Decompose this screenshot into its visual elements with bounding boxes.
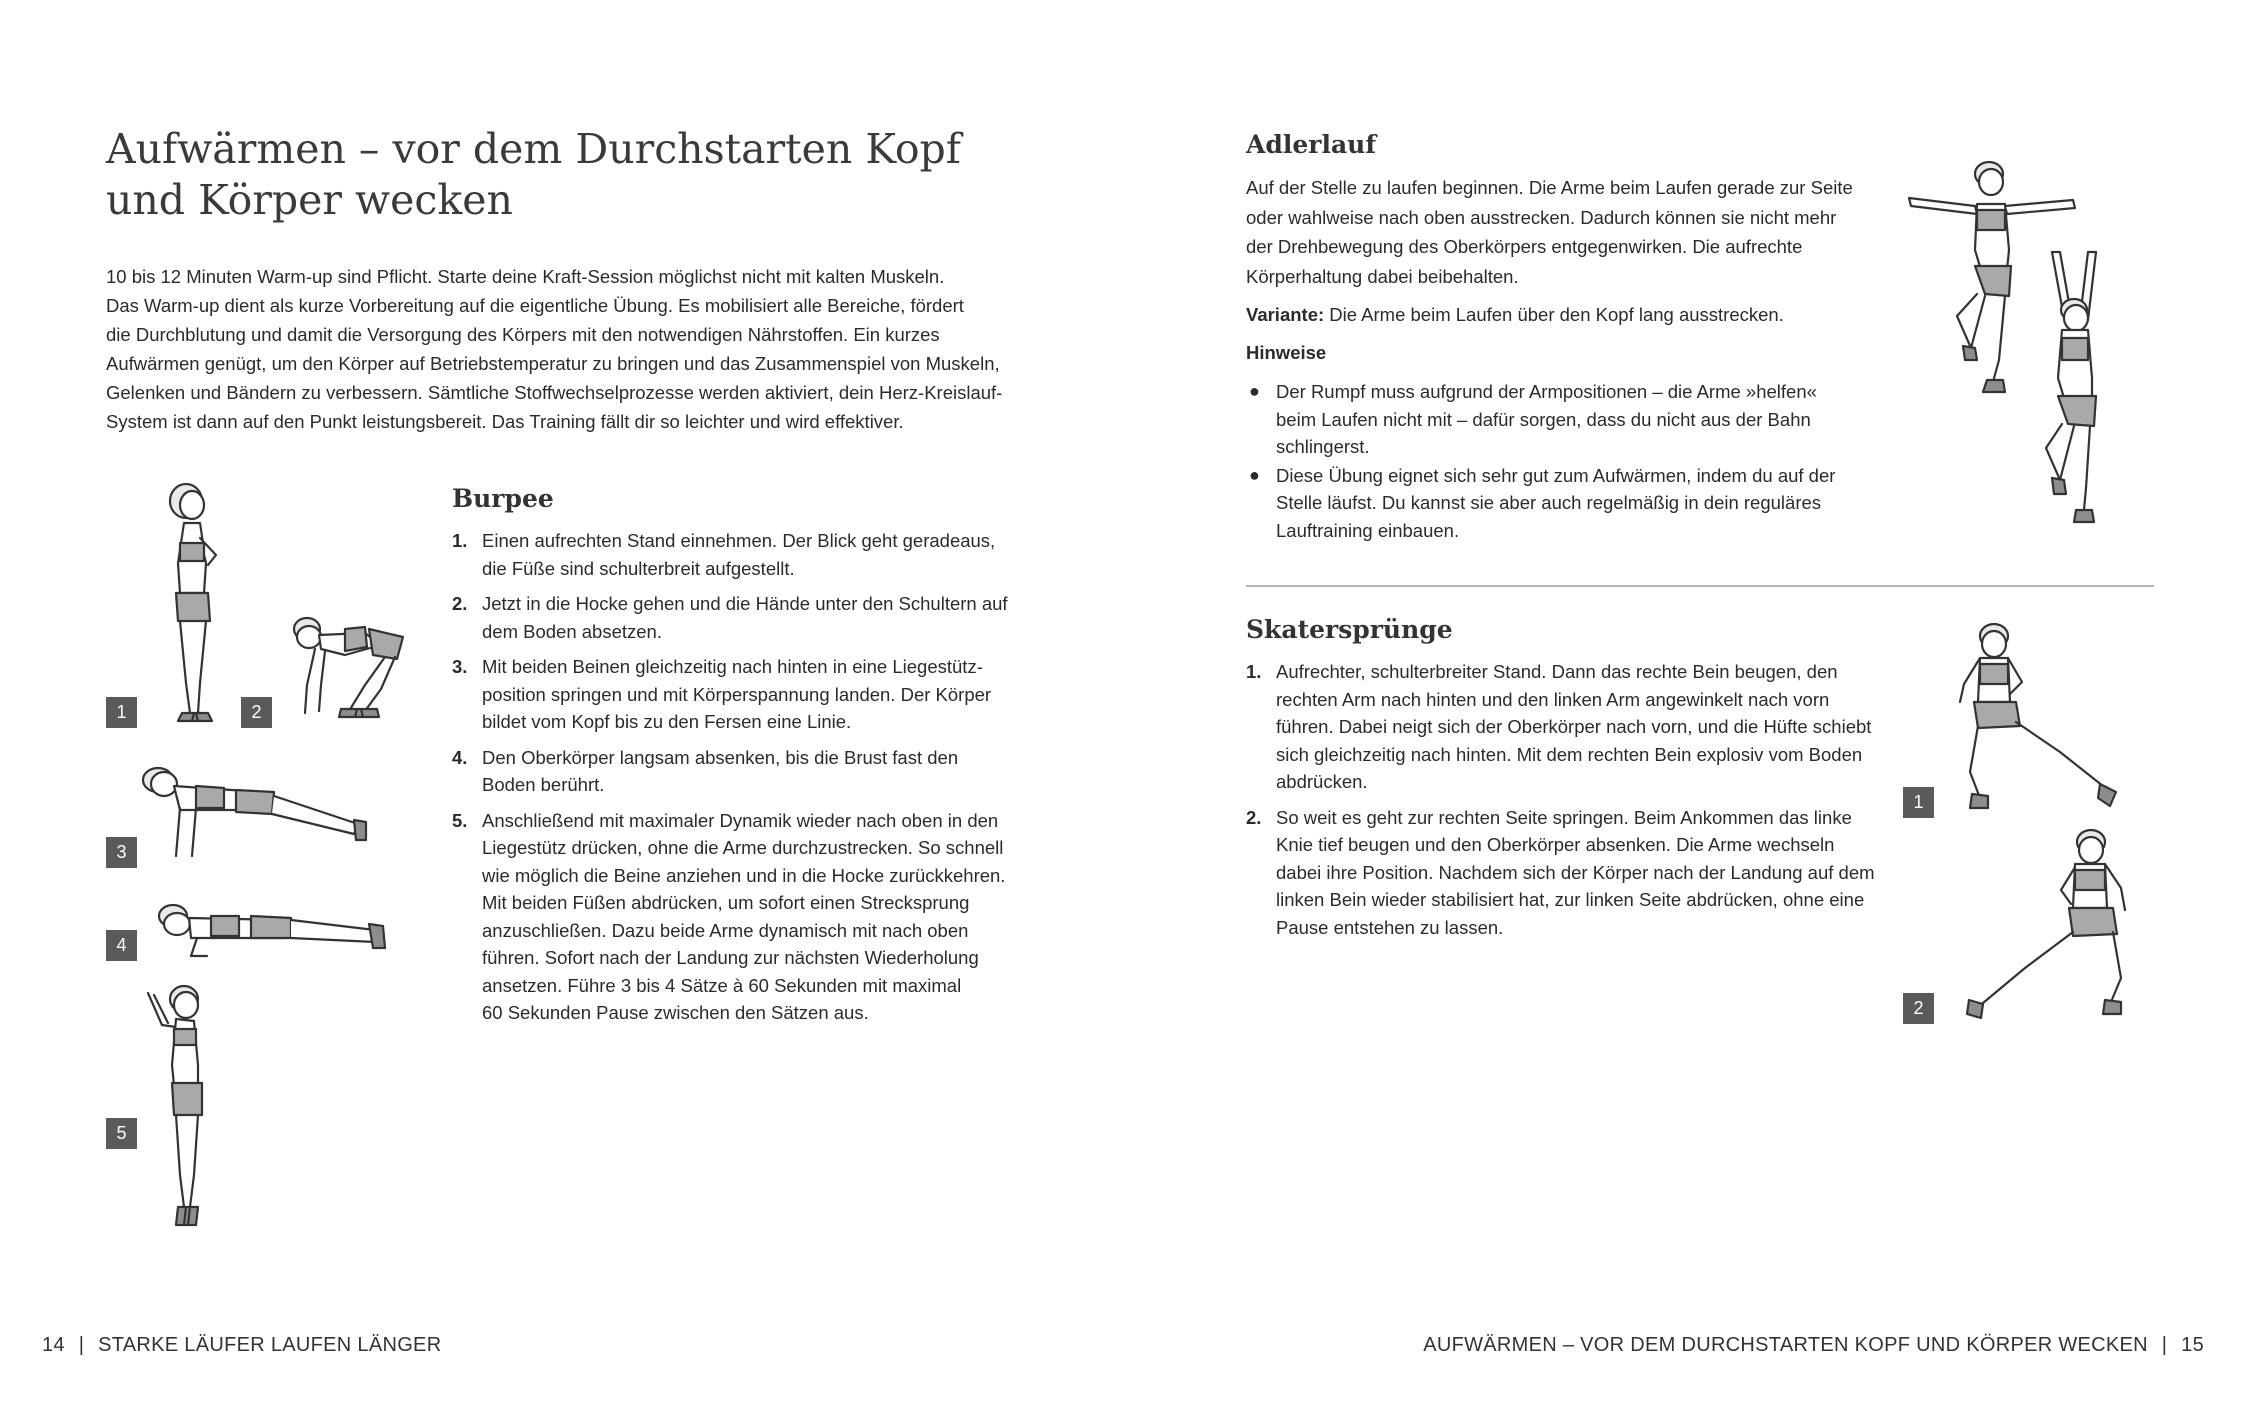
burpee-figure-lowered <box>155 898 395 968</box>
list-item <box>452 807 1032 1027</box>
step-badge: 3 <box>106 837 137 868</box>
step-line: Boden berührt. <box>482 774 605 795</box>
step-line: abdrücken. <box>1276 771 1368 792</box>
list-item <box>1246 658 1906 796</box>
footer-left <box>42 1334 441 1357</box>
title-line-2: und Körper wecken <box>106 176 513 224</box>
step-line: Mit beiden Füßen abdrücken, um sofort einen Strecksprung <box>482 892 970 913</box>
step-line: die Füße sind schulterbreit aufgestellt. <box>482 557 795 579</box>
step-line: position springen und mit Körperspannung landen. Der Körper <box>482 683 992 705</box>
burpee-figure-standing <box>150 483 240 728</box>
step-line: sich gleichzeitig nach hinten. Mit dem rechten Bein explosiv vom Boden <box>1276 743 1863 765</box>
adlerlauf-figure-arms-up <box>2030 248 2130 538</box>
paragraph-line: Auf der Stelle zu laufen beginnen. Die Arme beim Laufen gerade zur Seite <box>1246 177 1853 198</box>
page-number: 15 <box>2181 1334 2204 1356</box>
step-line: rechten Arm nach hinten und den linken Arm angewinkelt nach vorn <box>1276 688 1830 710</box>
footer-separator: | <box>2161 1334 2168 1356</box>
step-line: dem Boden absetzen. <box>482 620 662 642</box>
footer-right <box>1423 1334 2204 1357</box>
page-number: 14 <box>42 1334 65 1356</box>
step-line: linken Bein wieder stabilisiert hat, zur linken Seite abdrücken, ohne eine <box>1276 889 1865 910</box>
step-number: 1. <box>452 530 468 551</box>
step-line: führen. Dabei neigt sich der Oberkörper nach vorn, und die Hüfte schiebt <box>1276 716 1872 737</box>
step-line: Pause entstehen zu lassen. <box>1276 916 1504 938</box>
section-divider <box>1246 585 2154 587</box>
step-number: 3. <box>452 656 468 677</box>
hint-line: Lauftraining einbauen. <box>1276 519 1460 541</box>
step-line: dabei ihre Position. Nachdem sich der Körper nach der Landung auf dem <box>1276 861 1875 883</box>
list-item <box>1246 804 1906 942</box>
burpee-figure-jump <box>140 985 220 1235</box>
step-line: Anschließend mit maximaler Dynamik wieder nach oben in den <box>482 809 999 831</box>
step-line: So weit es geht zur rechten Seite springen. Beim Ankommen das linke <box>1276 806 1852 828</box>
adlerlauf-heading: Adlerlauf <box>1246 130 1377 159</box>
step-line: Mit beiden Beinen gleichzeitig nach hinten in eine Liegestütz- <box>482 656 983 677</box>
paragraph-line: der Drehbewegung des Oberkörpers entgegenwirken. Die aufrechte <box>1246 236 1803 257</box>
step-number: 4. <box>452 746 468 768</box>
step-number: 1. <box>1246 661 1262 682</box>
step-line: 60 Sekunden Pause zwischen den Sätzen aus. <box>482 1002 869 1023</box>
step-badge: 1 <box>1903 787 1934 818</box>
paragraph-line: oder wahlweise nach oben ausstrecken. Dadurch können sie nicht mehr <box>1246 206 1837 228</box>
burpee-steps <box>452 527 1032 1035</box>
hint-line: Der Rumpf muss aufgrund der Armpositionen – die Arme »helfen« <box>1276 381 1817 402</box>
step-line: wie möglich die Beine anziehen und in die Hocke zurückkehren. <box>482 864 1006 886</box>
page-title <box>106 124 1066 226</box>
footer-title: STARKE LÄUFER LAUFEN LÄNGER <box>98 1334 442 1356</box>
footer-separator: | <box>78 1334 85 1356</box>
bullet-icon: ● <box>1249 464 1260 485</box>
intro-line: die Durchblutung und damit die Versorgung des Körpers mit den notwendigen Nährstoffen. Ein kurzes <box>106 324 940 345</box>
step-number: 2. <box>452 593 468 614</box>
intro-line: System ist dann auf den Punkt leistungsbereit. Das Training fällt dir so leichter und wird effektiver. <box>106 411 904 432</box>
hints-list <box>1246 378 1886 545</box>
intro-line: Gelenken und Bändern zu verbessern. Sämtliche Stoffwechselprozesse werden aktiviert, dein Herz-Kreislauf- <box>106 382 1003 403</box>
step-line: Knie tief beugen und den Oberkörper absenken. Die Arme wechseln <box>1276 834 1835 855</box>
footer-title: AUFWÄRMEN – VOR DEM DURCHSTARTEN KOPF UND KÖRPER WECKEN <box>1423 1334 2148 1356</box>
skater-figure-step2 <box>1965 828 2180 1023</box>
step-number: 2. <box>1246 806 1262 828</box>
hints-heading: Hinweise <box>1246 342 1327 363</box>
step-badge: 1 <box>106 697 137 728</box>
step-line: Einen aufrechten Stand einnehmen. Der Blick geht geradeaus, <box>482 530 996 551</box>
bullet-icon: ● <box>1249 381 1260 401</box>
list-item <box>452 527 1032 582</box>
step-line: anzuschließen. Dazu beide Arme dynamisch mit nach oben <box>482 919 969 941</box>
list-item <box>452 590 1032 645</box>
hint-line: Diese Übung eignet sich sehr gut zum Aufwärmen, indem du auf der <box>1276 464 1836 486</box>
step-badge: 4 <box>106 930 137 961</box>
paragraph-line: Körperhaltung dabei beibehalten. <box>1246 265 1519 287</box>
skater-figure-step1 <box>1950 622 2125 817</box>
title-line-1: Aufwärmen – vor dem Durchstarten Kopf <box>106 125 961 173</box>
burpee-heading: Burpee <box>452 484 554 513</box>
intro-line: 10 bis 12 Minuten Warm-up sind Pflicht. Starte deine Kraft-Session möglichst nicht mit kalten Muskeln. <box>106 266 945 287</box>
list-item <box>1246 378 1886 461</box>
step-line: Liegestütz drücken, ohne die Arme durchzustrecken. So schnell <box>482 837 1004 858</box>
hint-line: schlingerst. <box>1276 436 1370 457</box>
step-badge: 5 <box>106 1118 137 1149</box>
step-badge: 2 <box>241 697 272 728</box>
skaterspruenge-heading: Skatersprünge <box>1246 615 1453 644</box>
burpee-figure-squat <box>285 615 415 725</box>
step-line: bildet vom Kopf bis zu den Fersen eine Linie. <box>482 711 852 732</box>
variant-label: Variante: <box>1246 304 1325 325</box>
step-badge: 2 <box>1903 993 1934 1024</box>
intro-line: Aufwärmen genügt, um den Körper auf Betriebstemperatur zu bringen und das Zusammenspiel von Muskeln, <box>106 353 1000 374</box>
intro-line: Das Warm-up dient als kurze Vorbereitung auf die eigentliche Übung. Es mobilisiert alle Bereiche, fördert <box>106 295 964 316</box>
step-line: Jetzt in die Hocke gehen und die Hände unter den Schultern auf <box>482 593 1008 614</box>
step-line: Den Oberkörper langsam absenken, bis die Brust fast den <box>482 746 959 768</box>
intro-paragraph <box>106 262 1026 436</box>
hint-line: Stelle läufst. Du kannst sie aber auch regelmäßig in dein reguläres <box>1276 492 1822 513</box>
list-item <box>452 653 1032 736</box>
list-item <box>452 744 1032 799</box>
hint-line: beim Laufen nicht mit – dafür sorgen, dass du nicht aus der Bahn <box>1276 408 1811 430</box>
variant-text: Die Arme beim Laufen über den Kopf lang ausstrecken. <box>1324 304 1784 325</box>
burpee-figure-plank <box>140 760 380 865</box>
step-number: 5. <box>452 809 468 831</box>
step-line: Aufrechter, schulterbreiter Stand. Dann das rechte Bein beugen, den <box>1276 661 1838 682</box>
adlerlauf-variant <box>1246 301 1946 329</box>
adlerlauf-paragraph <box>1246 173 1906 291</box>
step-line: führen. Sofort nach der Landung zur nächsten Wiederholung <box>482 947 979 968</box>
step-line: ansetzen. Führe 3 bis 4 Sätze à 60 Sekunden mit maximal <box>482 974 962 996</box>
list-item <box>1246 462 1886 545</box>
skaterspruenge-steps <box>1246 658 1906 949</box>
